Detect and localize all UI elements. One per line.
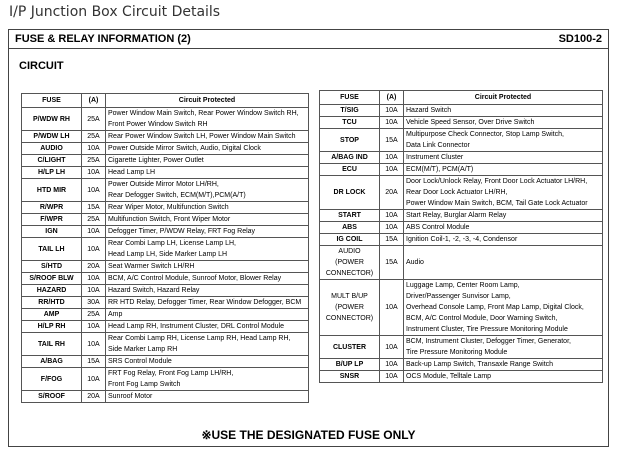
table-row: [22, 368, 309, 391]
amp-header: (A): [380, 91, 404, 105]
amp-rating: 10A: [380, 117, 404, 129]
fuse-name-cell: [320, 117, 380, 129]
fuse-name: HAZARD: [36, 287, 67, 294]
circuit-line: Hazard Switch: [406, 107, 452, 114]
circuit-line: Rear Power Window Switch LH, Power Window Main Switch: [108, 133, 296, 140]
amp-rating: 10A: [380, 280, 404, 336]
amp-header: (A): [82, 94, 106, 108]
circuit-protected-cell: [404, 336, 603, 359]
fuse-name-cell: [22, 285, 82, 297]
circuit-line: Multifunction Switch, Front Wiper Motor: [108, 216, 231, 223]
amp-rating: 20A: [380, 176, 404, 210]
fuse-name: SNSR: [339, 373, 360, 380]
circuit-line: Instrument Cluster, Tire Pressure Monitoring Module: [406, 326, 568, 333]
circuit-protected-cell: [106, 167, 309, 179]
fuse-name: H/LP RH: [37, 323, 66, 330]
circuit-line: Power Outside Mirror Switch, Audio, Digital Clock: [108, 145, 261, 152]
fuse-name-cell: [320, 105, 380, 117]
amp-rating: 10A: [82, 321, 106, 333]
circuit-protected-cell: [106, 356, 309, 368]
circuit-protected-cell: [106, 391, 309, 403]
circuit-line: Side Marker Lamp RH: [108, 346, 178, 353]
fuse-name-cell: [22, 202, 82, 214]
circuit-line: SRS Control Module: [108, 358, 172, 365]
amp-rating: 15A: [82, 202, 106, 214]
fuse-name-cell: [320, 246, 380, 280]
fuse-name-cell: [22, 226, 82, 238]
fuse-name: AUDIO: [338, 248, 361, 255]
circuit-protected-cell: [404, 234, 603, 246]
circuit-protected-cell: [404, 371, 603, 383]
fuse-name: A/BAG IND: [331, 154, 368, 161]
circuit-protected-cell: [404, 152, 603, 164]
fuse-name-cell: [22, 167, 82, 179]
circuit-protected-cell: [106, 321, 309, 333]
header-row: [320, 91, 603, 105]
circuit-protected-cell: [404, 176, 603, 210]
fuse-name-cell: [320, 129, 380, 152]
fuse-name: TAIL RH: [38, 340, 65, 348]
left-circuit-table: [21, 93, 309, 403]
circuit-line: Cigarette Lighter, Power Outlet: [108, 157, 204, 164]
sheet-heading: FUSE & RELAY INFORMATION (2): [15, 33, 191, 45]
table-row: [320, 336, 603, 359]
amp-rating: 10A: [82, 179, 106, 202]
fuse-name: MULT B/UP: [331, 293, 368, 300]
amp-rating: 10A: [82, 273, 106, 285]
table-row: [22, 214, 309, 226]
fuse-name: B/UP LP: [335, 361, 364, 368]
table-row: [320, 234, 603, 246]
circuit-line: Rear Defogger Switch, ECM(M/T),PCM(A/T): [108, 192, 246, 199]
fuse-name: CONNECTOR): [325, 315, 374, 322]
amp-rating: 15A: [380, 246, 404, 280]
circuit-protected-cell: [106, 297, 309, 309]
fuse-name: HTD MIR: [36, 186, 67, 194]
right-circuit-table: [319, 90, 603, 383]
header-row: [22, 94, 309, 108]
fuse-name: AMP: [43, 311, 60, 318]
circuit-protected-cell: [106, 273, 309, 285]
circuit-line: Power Outside Mirror Motor LH/RH,: [108, 181, 219, 188]
amp-rating: 10A: [82, 333, 106, 356]
fuse-name: CLUSTER: [332, 343, 367, 351]
fuse-name-cell: [320, 210, 380, 222]
table-row: [320, 152, 603, 164]
circuit-line: Defogger Timer, P/WDW Relay, FRT Fog Relay: [108, 228, 256, 235]
circuit-header: Circuit Protected: [404, 91, 603, 105]
amp-rating: 25A: [82, 309, 106, 321]
table-row: [22, 226, 309, 238]
fuse-name: TCU: [342, 119, 357, 126]
circuit-line: Data Link Connector: [406, 142, 470, 149]
fuse-name-cell: [22, 309, 82, 321]
circuit-line: BCM, Instrument Cluster, Defogger Timer, Generator,: [406, 338, 571, 345]
amp-rating: 15A: [82, 356, 106, 368]
circuit-line: OCS Module, Telltale Lamp: [406, 373, 492, 380]
fuse-name: S/HTD: [41, 263, 62, 270]
fuse-name-cell: [22, 179, 82, 202]
circuit-line: ECM(M/T), PCM(A/T): [406, 166, 474, 173]
circuit-protected-cell: [106, 108, 309, 131]
amp-rating: 20A: [82, 391, 106, 403]
amp-rating: 25A: [82, 155, 106, 167]
circuit-line: BCM, A/C Control Module, Door Warning Switch,: [406, 315, 558, 322]
amp-rating: 10A: [380, 152, 404, 164]
circuit-line: Multipurpose Check Connector, Stop Lamp Switch,: [406, 131, 564, 138]
circuit-protected-cell: [106, 309, 309, 321]
table-row: [22, 143, 309, 155]
circuit-line: Tire Pressure Monitoring Module: [406, 349, 508, 356]
table-row: [22, 333, 309, 356]
sheet-header: [9, 30, 608, 49]
fuse-name: ABS: [342, 224, 357, 231]
fuse-name-cell: [22, 143, 82, 155]
fuse-name: DR LOCK: [333, 189, 366, 196]
table-row: [22, 155, 309, 167]
circuit-protected-cell: [404, 246, 603, 280]
circuit-protected-cell: [404, 280, 603, 336]
circuit-protected-cell: [106, 226, 309, 238]
fuse-name-cell: [320, 336, 380, 359]
fuse-name-cell: [320, 176, 380, 210]
table-row: [320, 117, 603, 129]
circuit-header: Circuit Protected: [106, 94, 309, 108]
fuse-name: START: [338, 212, 361, 219]
table-row: [320, 280, 603, 336]
circuit-protected-cell: [106, 333, 309, 356]
fuse-name-cell: [22, 333, 82, 356]
circuit-line: Instrument Cluster: [406, 154, 464, 161]
table-row: [22, 261, 309, 273]
fuse-name: IG COIL: [336, 236, 363, 243]
circuit-protected-cell: [106, 155, 309, 167]
circuit-protected-cell: [404, 129, 603, 152]
table-row: [320, 222, 603, 234]
amp-rating: 10A: [380, 210, 404, 222]
amp-rating: 10A: [82, 368, 106, 391]
fuse-name: F/WPR: [40, 216, 63, 223]
circuit-line: Front Fog Lamp Switch: [108, 381, 181, 388]
fuse-name: R/WPR: [39, 204, 64, 211]
circuit-line: FRT Fog Relay, Front Fog Lamp LH/RH,: [108, 370, 234, 377]
fuse-name: F/FOG: [40, 375, 63, 383]
fuse-name: AUDIO: [40, 145, 63, 152]
fuse-name-cell: [320, 152, 380, 164]
fuse-name-cell: [22, 368, 82, 391]
table-row: [22, 297, 309, 309]
amp-rating: 25A: [82, 214, 106, 226]
fuse-name: CONNECTOR): [325, 270, 374, 277]
fuse-name: TAIL LH: [38, 245, 65, 253]
circuit-line: Back-up Lamp Switch, Transaxle Range Switch: [406, 361, 554, 368]
fuse-name: H/LP LH: [37, 169, 66, 176]
circuit-line: Start Relay, Burglar Alarm Relay: [406, 212, 507, 219]
fuse-name: T/SIG: [340, 107, 359, 114]
circuit-line: Seat Warmer Switch LH/RH: [108, 263, 195, 270]
circuit-protected-cell: [106, 261, 309, 273]
amp-rating: 20A: [82, 261, 106, 273]
circuit-line: Sunroof Motor: [108, 393, 153, 400]
table-row: [22, 309, 309, 321]
circuit-line: Rear Door Lock Actuator LH/RH,: [406, 189, 508, 196]
amp-rating: 30A: [82, 297, 106, 309]
amp-rating: 10A: [380, 359, 404, 371]
amp-rating: 10A: [380, 371, 404, 383]
fuse-name-cell: [320, 234, 380, 246]
fuse-name-cell: [22, 356, 82, 368]
table-row: [22, 356, 309, 368]
circuit-line: Rear Wiper Motor, Multifunction Switch: [108, 204, 229, 211]
circuit-line: Rear Combi Lamp RH, License Lamp RH, Head Lamp RH,: [108, 335, 291, 342]
table-row: [320, 129, 603, 152]
fuse-name-cell: [320, 222, 380, 234]
table-row: [320, 176, 603, 210]
amp-rating: 10A: [380, 105, 404, 117]
amp-rating: 25A: [82, 131, 106, 143]
fuse-name: (POWER: [335, 259, 364, 266]
fuse-name: P/WDW RH: [33, 115, 70, 123]
circuit-protected-cell: [106, 368, 309, 391]
amp-rating: 15A: [380, 234, 404, 246]
table-row: [22, 202, 309, 214]
circuit-protected-cell: [106, 285, 309, 297]
fuse-name-cell: [320, 280, 380, 336]
circuit-protected-cell: [106, 179, 309, 202]
fuse-name-cell: [22, 391, 82, 403]
circuit-protected-cell: [106, 131, 309, 143]
circuit-line: Driver/Passenger Sunvisor Lamp,: [406, 293, 511, 300]
amp-rating: 25A: [82, 108, 106, 131]
amp-rating: 10A: [82, 226, 106, 238]
fuse-name: A/BAG: [40, 358, 63, 365]
circuit-protected-cell: [106, 238, 309, 261]
circuit-line: Ignition Coil-1, -2, -3, -4, Condensor: [406, 236, 518, 243]
circuit-line: BCM, A/C Control Module, Sunroof Motor, Blower Relay: [108, 275, 282, 282]
circuit-line: Luggage Lamp, Center Room Lamp,: [406, 282, 520, 289]
table-row: [22, 321, 309, 333]
table-row: [22, 285, 309, 297]
circuit-line: Vehicle Speed Sensor, Over Drive Switch: [406, 119, 535, 126]
circuit-line: Audio: [406, 259, 424, 266]
table-row: [320, 371, 603, 383]
circuit-protected-cell: [404, 164, 603, 176]
circuit-line: Overhead Console Lamp, Front Map Lamp, Digital Clock,: [406, 304, 584, 311]
table-row: [22, 179, 309, 202]
circuit-line: Power Window Main Switch, BCM, Tail Gate Lock Actuator: [406, 200, 588, 207]
table-row: [320, 164, 603, 176]
amp-rating: 10A: [82, 285, 106, 297]
table-row: [22, 273, 309, 285]
table-row: [320, 105, 603, 117]
amp-rating: 15A: [380, 129, 404, 152]
table-row: [320, 246, 603, 280]
fuse-header: FUSE: [320, 91, 380, 105]
circuit-protected-cell: [404, 359, 603, 371]
fuse-name-cell: [22, 273, 82, 285]
circuit-line: RR HTD Relay, Defogger Timer, Rear Window Defogger, BCM: [108, 299, 302, 306]
table-row: [320, 210, 603, 222]
circuit-protected-cell: [404, 117, 603, 129]
fuse-header: FUSE: [22, 94, 82, 108]
table-row: [22, 391, 309, 403]
table-row: [22, 108, 309, 131]
circuit-line: Power Window Main Switch, Rear Power Window Switch RH,: [108, 110, 299, 117]
fuse-name-cell: [22, 321, 82, 333]
circuit-line: Hazard Switch, Hazard Relay: [108, 287, 200, 294]
amp-rating: 10A: [380, 222, 404, 234]
fuse-name: S/ROOF BLW: [29, 275, 74, 282]
fuse-name-cell: [22, 214, 82, 226]
fuse-name-cell: [22, 261, 82, 273]
fuse-name-cell: [22, 131, 82, 143]
section-title: CIRCUIT: [19, 60, 64, 72]
designated-fuse-note: ※USE THE DESIGNATED FUSE ONLY: [201, 428, 416, 442]
fuse-name: RR/HTD: [38, 299, 65, 306]
circuit-line: Head Lamp LH, Side Marker Lamp LH: [108, 251, 228, 258]
circuit-line: ABS Control Module: [406, 224, 470, 231]
fuse-name: IGN: [45, 228, 58, 235]
fuse-name: (POWER: [335, 304, 364, 311]
amp-rating: 10A: [380, 164, 404, 176]
fuse-name-cell: [22, 238, 82, 261]
fuse-name: C/LIGHT: [37, 157, 66, 164]
circuit-protected-cell: [404, 222, 603, 234]
circuit-protected-cell: [404, 105, 603, 117]
fuse-name-cell: [22, 108, 82, 131]
table-row: [22, 131, 309, 143]
fuse-name-cell: [320, 371, 380, 383]
amp-rating: 10A: [380, 336, 404, 359]
fuse-name-cell: [22, 155, 82, 167]
circuit-line: Head Lamp RH, Instrument Cluster, DRL Control Module: [108, 323, 284, 330]
circuit-line: Front Power Window Switch RH: [108, 121, 208, 128]
fuse-name: STOP: [340, 136, 359, 144]
circuit-line: Amp: [108, 311, 123, 318]
circuit-protected-cell: [106, 143, 309, 155]
fuse-relay-sheet: [8, 29, 609, 447]
fuse-name-cell: [320, 164, 380, 176]
amp-rating: 10A: [82, 167, 106, 179]
circuit-line: Door Lock/Unlock Relay, Front Door Lock Actuator LH/RH,: [406, 178, 588, 185]
doc-code: SD100-2: [558, 33, 602, 45]
amp-rating: 10A: [82, 238, 106, 261]
page-title: I/P Junction Box Circuit Details: [9, 4, 221, 20]
circuit-line: Head Lamp LH: [108, 169, 156, 176]
fuse-name-cell: [320, 359, 380, 371]
table-row: [22, 238, 309, 261]
fuse-name-cell: [22, 297, 82, 309]
amp-rating: 10A: [82, 143, 106, 155]
fuse-name: S/ROOF: [38, 393, 65, 400]
circuit-line: Rear Combi Lamp LH, License Lamp LH,: [108, 240, 237, 247]
circuit-protected-cell: [106, 202, 309, 214]
circuit-protected-cell: [106, 214, 309, 226]
fuse-name: P/WDW LH: [33, 133, 70, 140]
circuit-protected-cell: [404, 210, 603, 222]
table-row: [22, 167, 309, 179]
table-row: [320, 359, 603, 371]
fuse-name: ECU: [342, 166, 357, 173]
